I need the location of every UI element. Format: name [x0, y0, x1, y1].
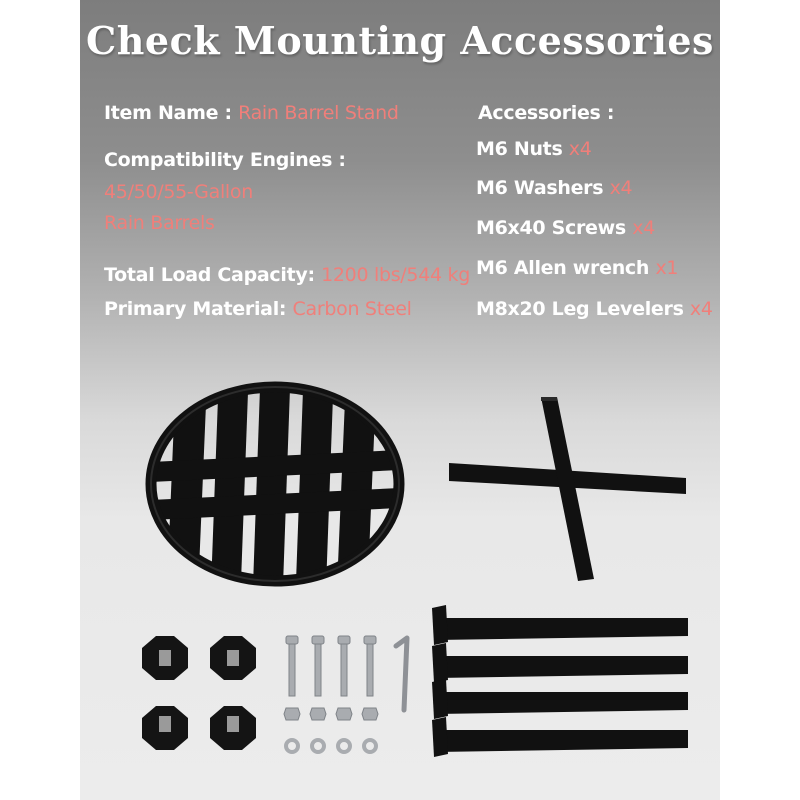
spec-material-value: Carbon Steel: [292, 298, 412, 320]
nuts: [284, 708, 378, 720]
screws: [286, 636, 376, 696]
accessory-name: M6 Washers: [476, 177, 604, 199]
accessory-qty: x1: [655, 257, 679, 279]
spec-load-label: Total Load Capacity:: [104, 264, 315, 286]
accessory-qty: x4: [689, 298, 713, 320]
accessory-name: M8x20 Leg Levelers: [476, 298, 684, 320]
spec-compat-value-1: 45/50/55-Gallon: [104, 181, 253, 203]
leg-levelers: [142, 636, 256, 750]
accessory-name: M6 Nuts: [476, 138, 563, 160]
leg-tubes: [432, 605, 688, 757]
spec-compat-value-2: Rain Barrels: [104, 212, 215, 234]
accessory-name: M6 Allen wrench: [476, 257, 650, 279]
spec-compat-label: Compatibility Engines :: [104, 149, 346, 171]
cross-base: [449, 397, 686, 581]
leveler-1: [142, 636, 188, 680]
allen-wrench: [396, 638, 407, 710]
page-title: Check Mounting Accessories: [86, 18, 714, 63]
spec-material-label: Primary Material:: [104, 298, 287, 320]
spec-item-name-value: Rain Barrel Stand: [238, 102, 399, 124]
leveler-4: [210, 706, 256, 750]
circular-grid-top: [150, 387, 400, 588]
spec-item-name-label: Item Name :: [104, 102, 232, 124]
accessory-qty: x4: [632, 217, 655, 239]
leveler-2: [210, 636, 256, 680]
leveler-3: [142, 706, 188, 750]
accessory-qty: x4: [609, 177, 633, 199]
spec-load-value: 1200 lbs/544 kg: [321, 264, 470, 286]
accessory-name: M6x40 Screws: [476, 217, 626, 239]
washers: [286, 740, 376, 752]
accessories-heading: Accessories :: [478, 102, 615, 124]
accessory-qty: x4: [568, 138, 592, 160]
